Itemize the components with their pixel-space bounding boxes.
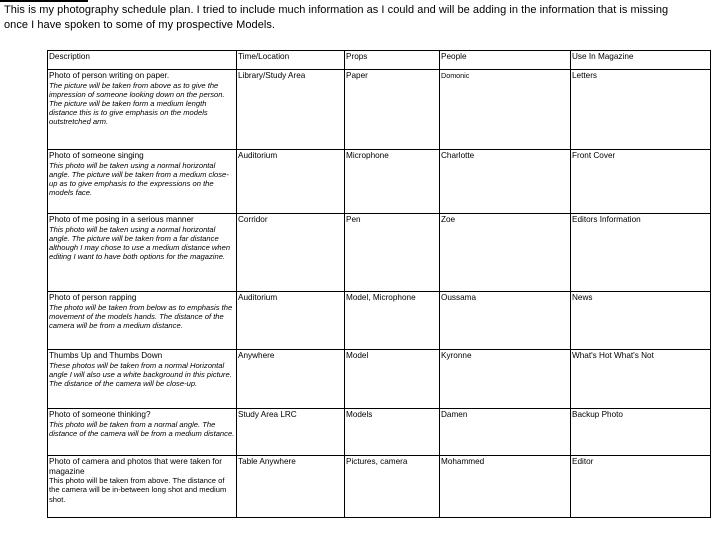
props-cell: Model, Microphone bbox=[345, 292, 440, 350]
table-row bbox=[48, 292, 711, 350]
top-rule bbox=[0, 0, 88, 2]
use-cell: Letters bbox=[571, 70, 711, 150]
row-detail: This photo will be taken using a normal horizontal angle. The picture will be taken from a far distance although I may chose to use a medium distance when editing I want to have both options for the magazine. bbox=[49, 224, 231, 262]
props-cell: Model bbox=[345, 350, 440, 409]
use-cell: Editors Information bbox=[571, 214, 711, 292]
table-row bbox=[48, 350, 711, 409]
location-cell: Anywhere bbox=[237, 350, 345, 409]
row-detail: This photo will be taken from above. The distance of the camera will be in-between long shot and medium shot. bbox=[49, 476, 227, 504]
row-title: Photo of me posing in a serious manner bbox=[49, 215, 194, 224]
location-cell: Library/Study Area bbox=[237, 70, 345, 150]
table-row bbox=[48, 70, 711, 150]
row-title: Photo of someone thinking? bbox=[49, 410, 151, 419]
header-description: Description bbox=[48, 51, 237, 70]
header-row bbox=[48, 51, 711, 70]
description-cell bbox=[48, 292, 237, 350]
use-cell: Backup Photo bbox=[571, 409, 711, 456]
people-cell: Oussama bbox=[440, 292, 571, 350]
header-props: Props bbox=[345, 51, 440, 70]
row-title: Photo of person rapping bbox=[49, 293, 137, 302]
row-title: Photo of camera and photos that were taken for magazine bbox=[49, 457, 222, 476]
location-cell: Auditorium bbox=[237, 150, 345, 214]
props-cell: Microphone bbox=[345, 150, 440, 214]
use-cell: News bbox=[571, 292, 711, 350]
row-detail: These photos will be taken from a normal Horizontal angle I will also use a white background in this picture. The distance of the camera will be close-up. bbox=[49, 360, 232, 388]
people-cell: Mohammed bbox=[440, 456, 571, 518]
description-cell bbox=[48, 150, 237, 214]
table-row bbox=[48, 214, 711, 292]
row-title: Thumbs Up and Thumbs Down bbox=[49, 351, 163, 360]
people-cell: Domonic bbox=[440, 70, 571, 150]
location-cell: Table Anywhere bbox=[237, 456, 345, 518]
intro-paragraph bbox=[4, 3, 726, 33]
use-cell: Editor bbox=[571, 456, 711, 518]
props-cell: Pictures, camera bbox=[345, 456, 440, 518]
people-cell: Damen bbox=[440, 409, 571, 456]
description-cell bbox=[48, 350, 237, 409]
row-detail: This photo will be taken using a normal horizontal angle. The picture will be taken from a medium close-up as to give emphasis to the expressions on the models face. bbox=[49, 160, 229, 198]
people-cell: Zoe bbox=[440, 214, 571, 292]
header-time-location: Time/Location bbox=[237, 51, 345, 70]
table-row bbox=[48, 150, 711, 214]
props-cell: Paper bbox=[345, 70, 440, 150]
row-detail: The picture will be taken from above as to give the impression of someone looking down on the person. The picture will be taken form a medium length distance this is to give emphasis on the models outstretched arm. bbox=[49, 80, 225, 127]
row-title: Photo of person writing on paper. bbox=[49, 71, 170, 80]
location-cell: Study Area LRC bbox=[237, 409, 345, 456]
description-cell bbox=[48, 409, 237, 456]
table-row bbox=[48, 409, 711, 456]
description-cell bbox=[48, 70, 237, 150]
people-cell: Kyronne bbox=[440, 350, 571, 409]
intro-line-1: This is my photography schedule plan. I tried to include much information as I could and will be adding in the information that is missing bbox=[4, 4, 669, 16]
row-detail: The photo will be taken from below as to emphasis the movement of the models hands. The distance of the camera will be from a medium distance. bbox=[49, 302, 233, 330]
use-cell: Front Cover bbox=[571, 150, 711, 214]
description-cell bbox=[48, 214, 237, 292]
description-cell bbox=[48, 456, 237, 518]
row-title: Photo of someone singing bbox=[49, 151, 144, 160]
photography-schedule-table bbox=[47, 50, 711, 518]
location-cell: Corridor bbox=[237, 214, 345, 292]
people-cell: Charlotte bbox=[440, 150, 571, 214]
header-use-in-magazine: Use In Magazine bbox=[571, 51, 711, 70]
props-cell: Models bbox=[345, 409, 440, 456]
use-cell: What's Hot What's Not bbox=[571, 350, 711, 409]
row-detail: This photo will be taken from a normal angle. The distance of the camera will be from a medium distance. bbox=[49, 419, 235, 438]
header-people: People bbox=[440, 51, 571, 70]
location-cell: Auditorium bbox=[237, 292, 345, 350]
intro-line-2: once I have spoken to some of my prospective Models. bbox=[4, 19, 276, 31]
props-cell: Pen bbox=[345, 214, 440, 292]
table-row bbox=[48, 456, 711, 518]
